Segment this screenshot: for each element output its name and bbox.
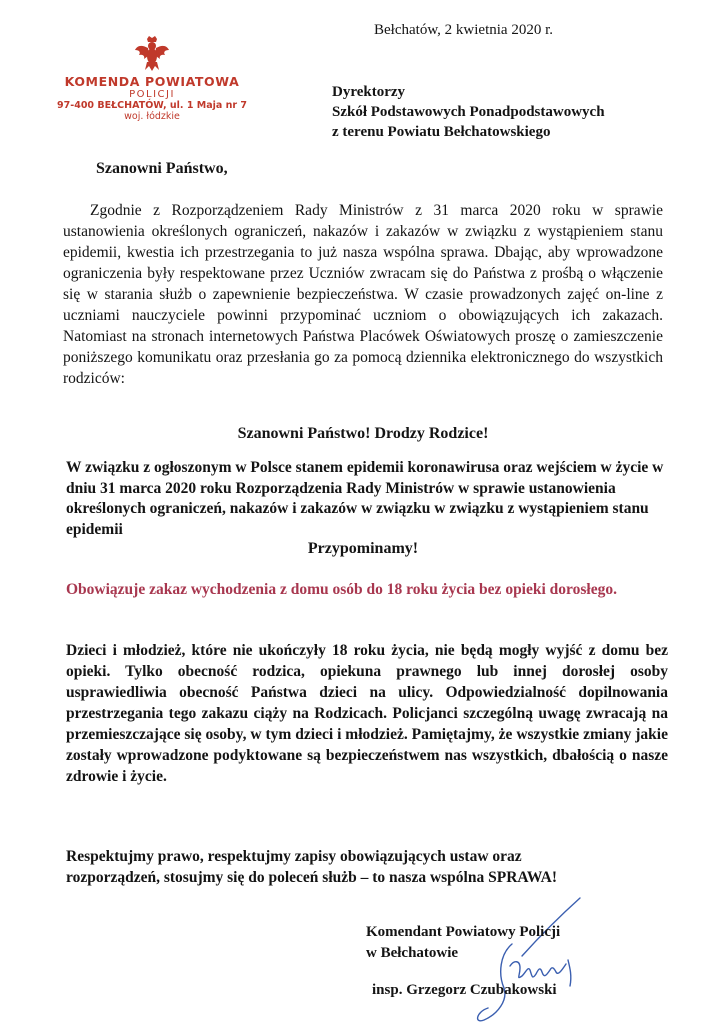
signatory-name: insp. Grzegorz Czubakowski [372, 982, 557, 998]
police-stamp [52, 36, 252, 122]
eagle-emblem-icon [135, 36, 169, 72]
signatory-line2: w Bełchatowie [366, 945, 459, 961]
letter-date: Bełchatów, 2 kwietnia 2020 r. [374, 22, 553, 38]
signatory-title [366, 922, 560, 964]
curfew-warning: Obowiązuje zakaz wychodzenia z domu osób do 18 roku życia bez opieki dorosłego. [66, 581, 617, 598]
intro-paragraph: Zgodnie z Rozporządzeniem Rady Ministrów z 31 marca 2020 roku w sprawie ustanowienia określonych ograniczeń, nakazów i zakazów w związku z wystąpieniem stanu epidemii, kwestia ich przestrzegania to już nasza wspólna sprawa. Dbając, aby wprowadzone ograniczenia były respektowane przez Uczniów zwracam się do Państwa z prośbą o włączenie się w starania służb o zapewnienie bezpieczeństwa. W czasie prowadzonych zajęć on-line z uczniami nauczyciele powinni przypominać uczniom o obowiązujących ich zakazach. Natomiast na stronach internetowych Państwa Placówek Oświatowych proszę o zamieszczenie poniższego komunikatu oraz przesłania go za pomocą dziennika elektronicznego do wszystkich rodziców: [63, 202, 663, 387]
closing-line1: Respektujmy prawo, respektujmy zapisy obowiązujących ustaw oraz [66, 848, 522, 865]
signatory-line1: Komendant Powiatowy Policji [366, 924, 561, 940]
salutation: Szanowni Państwo, [96, 160, 228, 177]
stamp-address: 97-400 BEŁCHATÓW, ul. 1 Maja nr 7 [57, 100, 247, 111]
closing-line2: rozporządzeń, stosujmy się do poleceń służb – to nasza wspólna SPRAWA! [66, 869, 557, 886]
recipient-line3: z terenu Powiatu Bełchatowskiego [332, 124, 551, 140]
recipient-block [332, 82, 605, 142]
closing-paragraph [66, 846, 670, 888]
rules-paragraph: Dzieci i młodzież, które nie ukończyły 18 roku życia, nie będą mogły wyjść z domu bez opieki. Tylko obecność rodzica, opiekuna prawnego lub innej dorosłej osoby usprawiedliwia obecność Państwa dzieci na ulicy. Odpowiedzialność dopilnowania przestrzegania tego zakazu ciąży na Rodzicach. Policjanci szczególną uwagę zwracają na przemieszczające się osoby, w tym dzieci i młodzież. Pamiętajmy, że wszystkie zmiany jakie zostały wprowadzone podyktowane są bezpieczeństwem nas wszystkich, dbałością o nasze zdrowie i życie. [66, 642, 668, 785]
stamp-region: woj. łódzkie [124, 111, 180, 122]
announcement-title: Szanowni Państwo! Drodzy Rodzice! [237, 425, 489, 442]
recipient-line2: Szkół Podstawowych Ponadpodstawowych [332, 104, 605, 120]
stamp-line1: KOMENDA POWIATOWA [64, 74, 240, 89]
stamp-line2: POLICJI [129, 89, 175, 100]
reminder-heading: Przypominamy! [307, 540, 419, 557]
recipient-line1: Dyrektorzy [332, 84, 406, 100]
announcement-body: W związku z ogłoszonym w Polsce stanem epidemii koronawirusa oraz wejściem w życie w dniu 31 marca 2020 roku Rozporządzenia Rady Ministrów w sprawie ustanowienia określonych ograniczeń, nakazów i zakazów w związku w związku z wystąpieniem stanu epidemii [66, 459, 664, 538]
